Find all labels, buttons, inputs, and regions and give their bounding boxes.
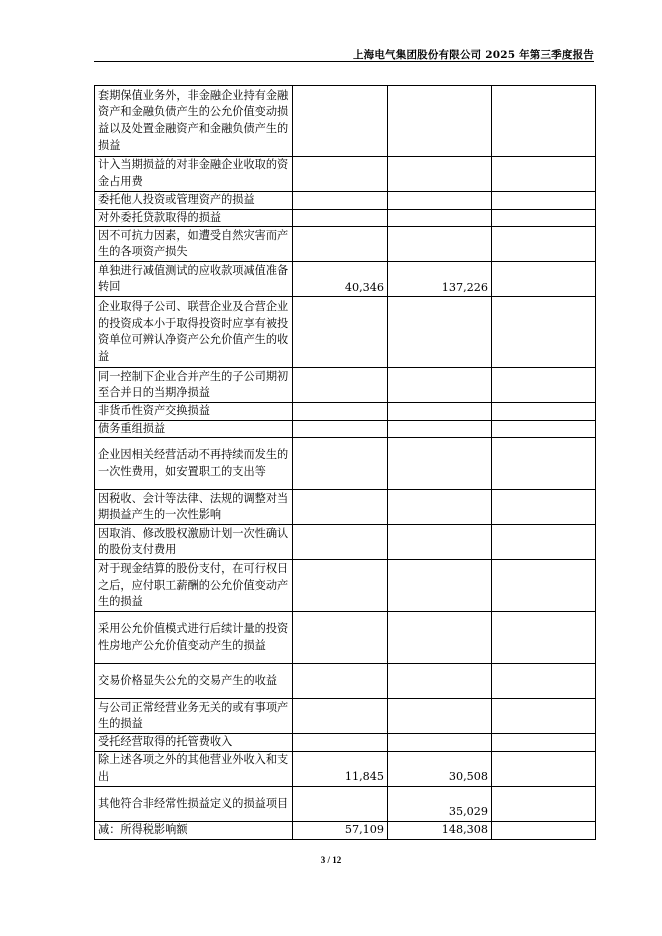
year-to-date-cell bbox=[388, 192, 492, 210]
year-to-date-cell bbox=[388, 86, 492, 157]
year-to-date-cell bbox=[388, 438, 492, 490]
item-label-cell: 其他符合非经常性损益定义的损益项目 bbox=[95, 786, 293, 821]
table-row bbox=[95, 438, 596, 490]
header-rule bbox=[94, 61, 594, 62]
table-row bbox=[95, 821, 596, 839]
year-to-date-cell bbox=[388, 297, 492, 368]
current-period-cell bbox=[293, 438, 388, 490]
year-to-date-cell bbox=[388, 420, 492, 438]
year-to-date-cell bbox=[388, 490, 492, 525]
year-to-date-cell bbox=[388, 403, 492, 421]
current-period-cell bbox=[293, 490, 388, 525]
current-period-cell bbox=[293, 786, 388, 821]
non-recurring-items-table bbox=[94, 85, 596, 840]
current-period-cell: 11,845 bbox=[293, 751, 388, 786]
table-row bbox=[95, 525, 596, 560]
note-cell bbox=[492, 612, 596, 664]
current-period-cell bbox=[293, 525, 388, 560]
item-label-cell: 对外委托贷款取得的损益 bbox=[95, 209, 293, 227]
table-row bbox=[95, 420, 596, 438]
current-period-cell bbox=[293, 699, 388, 734]
item-label-cell: 同一控制下企业合并产生的子公司期初至合并日的当期净损益 bbox=[95, 368, 293, 403]
item-label-cell: 对于现金结算的股份支付，在可行权日之后，应付职工薪酬的公允价值变动产生的损益 bbox=[95, 560, 293, 612]
current-period-cell bbox=[293, 734, 388, 752]
current-period-cell bbox=[293, 86, 388, 157]
note-cell bbox=[492, 786, 596, 821]
current-period-cell bbox=[293, 664, 388, 699]
year-to-date-cell bbox=[388, 209, 492, 227]
table-row bbox=[95, 560, 596, 612]
item-label-cell: 因不可抗力因素，如遭受自然灾害而产生的各项资产损失 bbox=[95, 227, 293, 262]
year-to-date-cell bbox=[388, 525, 492, 560]
item-label-cell: 交易价格显失公允的交易产生的收益 bbox=[95, 664, 293, 699]
item-label-cell: 受托经营取得的托管费收入 bbox=[95, 734, 293, 752]
year-to-date-cell: 35,029 bbox=[388, 786, 492, 821]
note-cell bbox=[492, 525, 596, 560]
current-period-cell bbox=[293, 403, 388, 421]
note-cell bbox=[492, 420, 596, 438]
current-period-cell: 40,346 bbox=[293, 262, 388, 297]
year-to-date-cell bbox=[388, 227, 492, 262]
current-period-cell bbox=[293, 420, 388, 438]
note-cell bbox=[492, 751, 596, 786]
table-row bbox=[95, 262, 596, 297]
table-row bbox=[95, 227, 596, 262]
item-label-cell: 企业取得子公司、联营企业及合营企业的投资成本小于取得投资时应享有被投资单位可辨认净资产公允价值产生的收益 bbox=[95, 297, 293, 368]
note-cell bbox=[492, 403, 596, 421]
year-to-date-cell bbox=[388, 157, 492, 192]
note-cell bbox=[492, 262, 596, 297]
year-to-date-cell bbox=[388, 664, 492, 699]
table-row bbox=[95, 368, 596, 403]
current-period-cell bbox=[293, 560, 388, 612]
note-cell bbox=[492, 86, 596, 157]
item-label-cell: 与公司正常经营业务无关的或有事项产生的损益 bbox=[95, 699, 293, 734]
note-cell bbox=[492, 560, 596, 612]
item-label-cell: 单独进行减值测试的应收款项减值准备转回 bbox=[95, 262, 293, 297]
note-cell bbox=[492, 734, 596, 752]
year-to-date-cell bbox=[388, 368, 492, 403]
table-row bbox=[95, 751, 596, 786]
item-label-cell: 套期保值业务外，非金融企业持有金融资产和金融负债产生的公允价值变动损益以及处置金融资产和金融负债产生的损益 bbox=[95, 86, 293, 157]
note-cell bbox=[492, 664, 596, 699]
item-label-cell: 企业因相关经营活动不再持续而发生的一次性费用，如安置职工的支出等 bbox=[95, 438, 293, 490]
note-cell bbox=[492, 297, 596, 368]
current-period-cell bbox=[293, 227, 388, 262]
year-to-date-cell bbox=[388, 560, 492, 612]
note-cell bbox=[492, 209, 596, 227]
year-to-date-cell: 30,508 bbox=[388, 751, 492, 786]
table-row bbox=[95, 734, 596, 752]
table-row bbox=[95, 490, 596, 525]
note-cell bbox=[492, 227, 596, 262]
note-cell bbox=[492, 490, 596, 525]
year-to-date-cell bbox=[388, 612, 492, 664]
current-period-cell: 57,109 bbox=[293, 821, 388, 839]
item-label-cell: 委托他人投资或管理资产的损益 bbox=[95, 192, 293, 210]
table-row bbox=[95, 664, 596, 699]
note-cell bbox=[492, 157, 596, 192]
current-period-cell bbox=[293, 157, 388, 192]
year-to-date-cell bbox=[388, 734, 492, 752]
item-label-cell: 计入当期损益的对非金融企业收取的资金占用费 bbox=[95, 157, 293, 192]
current-period-cell bbox=[293, 612, 388, 664]
table-row bbox=[95, 699, 596, 734]
table-row bbox=[95, 786, 596, 821]
item-label-cell: 非货币性资产交换损益 bbox=[95, 403, 293, 421]
item-label-cell: 除上述各项之外的其他营业外收入和支出 bbox=[95, 751, 293, 786]
table-row bbox=[95, 297, 596, 368]
year-to-date-cell: 137,226 bbox=[388, 262, 492, 297]
item-label-cell: 因取消、修改股权激励计划一次性确认的股份支付费用 bbox=[95, 525, 293, 560]
year-to-date-cell bbox=[388, 699, 492, 734]
note-cell bbox=[492, 438, 596, 490]
note-cell bbox=[492, 192, 596, 210]
item-label-cell: 减：所得税影响额 bbox=[95, 821, 293, 839]
item-label-cell: 因税收、会计等法律、法规的调整对当期损益产生的一次性影响 bbox=[95, 490, 293, 525]
current-period-cell bbox=[293, 192, 388, 210]
item-label-cell: 采用公允价值模式进行后续计量的投资性房地产公允价值变动产生的损益 bbox=[95, 612, 293, 664]
table-row bbox=[95, 157, 596, 192]
current-period-cell bbox=[293, 209, 388, 227]
report-header-title: 上海电气集团股份有限公司 2025 年第三季度报告 bbox=[352, 49, 594, 61]
item-label-cell: 债务重组损益 bbox=[95, 420, 293, 438]
table-row bbox=[95, 192, 596, 210]
table-row bbox=[95, 403, 596, 421]
table-row bbox=[95, 86, 596, 157]
note-cell bbox=[492, 368, 596, 403]
table-row bbox=[95, 612, 596, 664]
note-cell bbox=[492, 821, 596, 839]
table-row bbox=[95, 209, 596, 227]
current-period-cell bbox=[293, 368, 388, 403]
page-number: 3 / 12 bbox=[320, 855, 342, 865]
year-to-date-cell: 148,308 bbox=[388, 821, 492, 839]
current-period-cell bbox=[293, 297, 388, 368]
note-cell bbox=[492, 699, 596, 734]
